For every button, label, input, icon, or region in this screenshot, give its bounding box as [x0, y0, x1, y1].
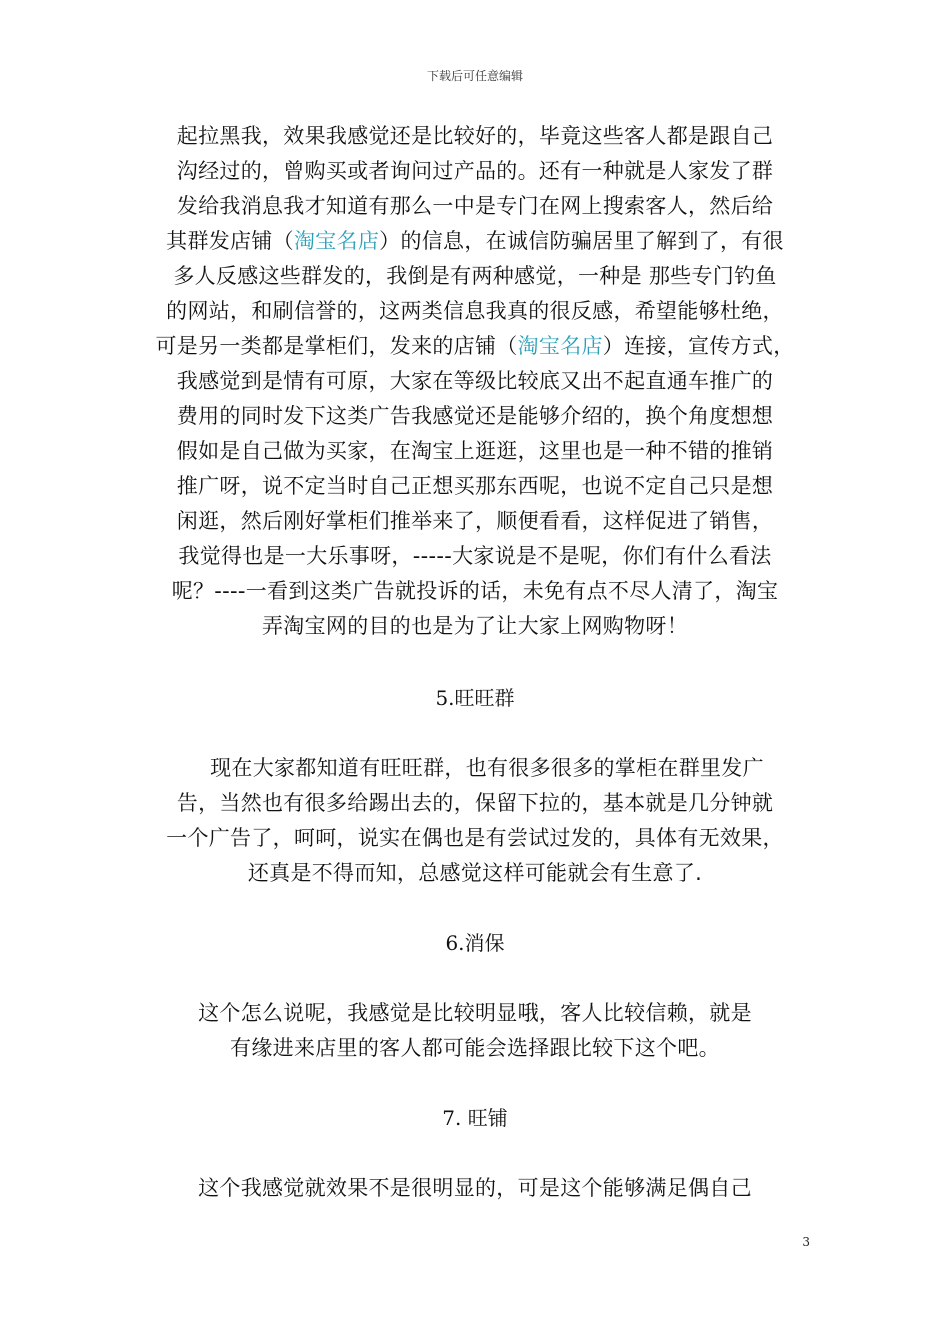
text-segment: ）连接，宣传方式， — [602, 334, 795, 358]
paragraph-line: 告，当然也有很多给踢出去的，保留下拉的，基本就是几分钟就 — [176, 791, 774, 815]
text-segment: 可是另一类都是掌柜们，发来的店铺（ — [155, 334, 518, 358]
paragraph-line: 多人反感这些群发的，我倒是有两种感觉，一种是 那些专门钓鱼 — [173, 264, 777, 288]
paragraph-line: 呢？----一看到这类广告就投诉的话，未免有点不尽人清了，淘宝 — [171, 579, 779, 603]
paragraph-line: 发给我消息我才知道有那么一中是专门在网上搜索客人，然后给 — [176, 194, 774, 218]
paragraph-line — [0, 226, 950, 256]
paragraph-line: 有缘进来店里的客人都可能会选择跟比较下这个吧。 — [230, 1036, 720, 1060]
paragraph-line: 这个怎么说呢，我感觉是比较明显哦，客人比较信赖，就是 — [198, 1001, 752, 1025]
shop-link[interactable]: 淘宝名店 — [517, 334, 603, 358]
paragraph-line: 闲逛，然后刚好掌柜们推举来了，顺便看看，这样促进了销售， — [176, 509, 774, 533]
page-header: 下载后可任意编辑 — [426, 69, 523, 83]
paragraph-line: 起拉黑我，效果我感觉还是比较好的，毕竟这些客人都是跟自己 — [176, 124, 774, 148]
paragraph-line: 的网站，和刷信誉的，这两类信息我真的很反感，希望能够杜绝， — [166, 299, 784, 323]
paragraph-line: 这个我感觉就效果不是很明显的，可是这个能够满足偶自己 — [198, 1176, 752, 1200]
paragraph-line: 我感觉到是情有可原，大家在等级比较底又出不起直通车推广的 — [176, 369, 774, 393]
shop-link[interactable]: 淘宝名店 — [293, 229, 380, 253]
paragraph-line: 我觉得也是一大乐事呀，-----大家说是不是呢，你们有什么看法 — [178, 544, 772, 568]
text-segment: 其群发店铺（ — [166, 229, 294, 253]
paragraph-line: 推广呀，说不定当时自己正想买那东西呢，也说不定自己只是想 — [176, 474, 774, 498]
paragraph-line: 弄淘宝网的目的也是为了让大家上网购物呀！ — [262, 614, 688, 638]
paragraph-line: 现在大家都知道有旺旺群，也有很多很多的掌柜在群里发广 — [210, 756, 764, 780]
text-segment: ）的信息，在诚信防骗居里了解到了，有很 — [379, 229, 784, 253]
paragraph-line: 假如是自己做为买家，在淘宝上逛逛，这里也是一种不错的推销 — [176, 439, 774, 463]
paragraph-line: 一个广告了，呵呵，说实在偶也是有尝试过发的，具体有无效果， — [166, 826, 784, 850]
section-heading: 6.消保 — [445, 931, 505, 955]
paragraph-line: 沟经过的，曾购买或者询问过产品的。还有一种就是人家发了群 — [176, 159, 774, 183]
section-heading: 5.旺旺群 — [435, 686, 515, 710]
paragraph-line: 还真是不得而知，总感觉这样可能就会有生意了. — [247, 861, 703, 885]
section-heading: 7. 旺铺 — [442, 1106, 508, 1130]
page-number: 3 — [802, 1235, 810, 1249]
paragraph-line: 费用的同时发下这类广告我感觉还是能够介绍的，换个角度想想 — [176, 404, 774, 428]
paragraph-line — [0, 331, 950, 361]
